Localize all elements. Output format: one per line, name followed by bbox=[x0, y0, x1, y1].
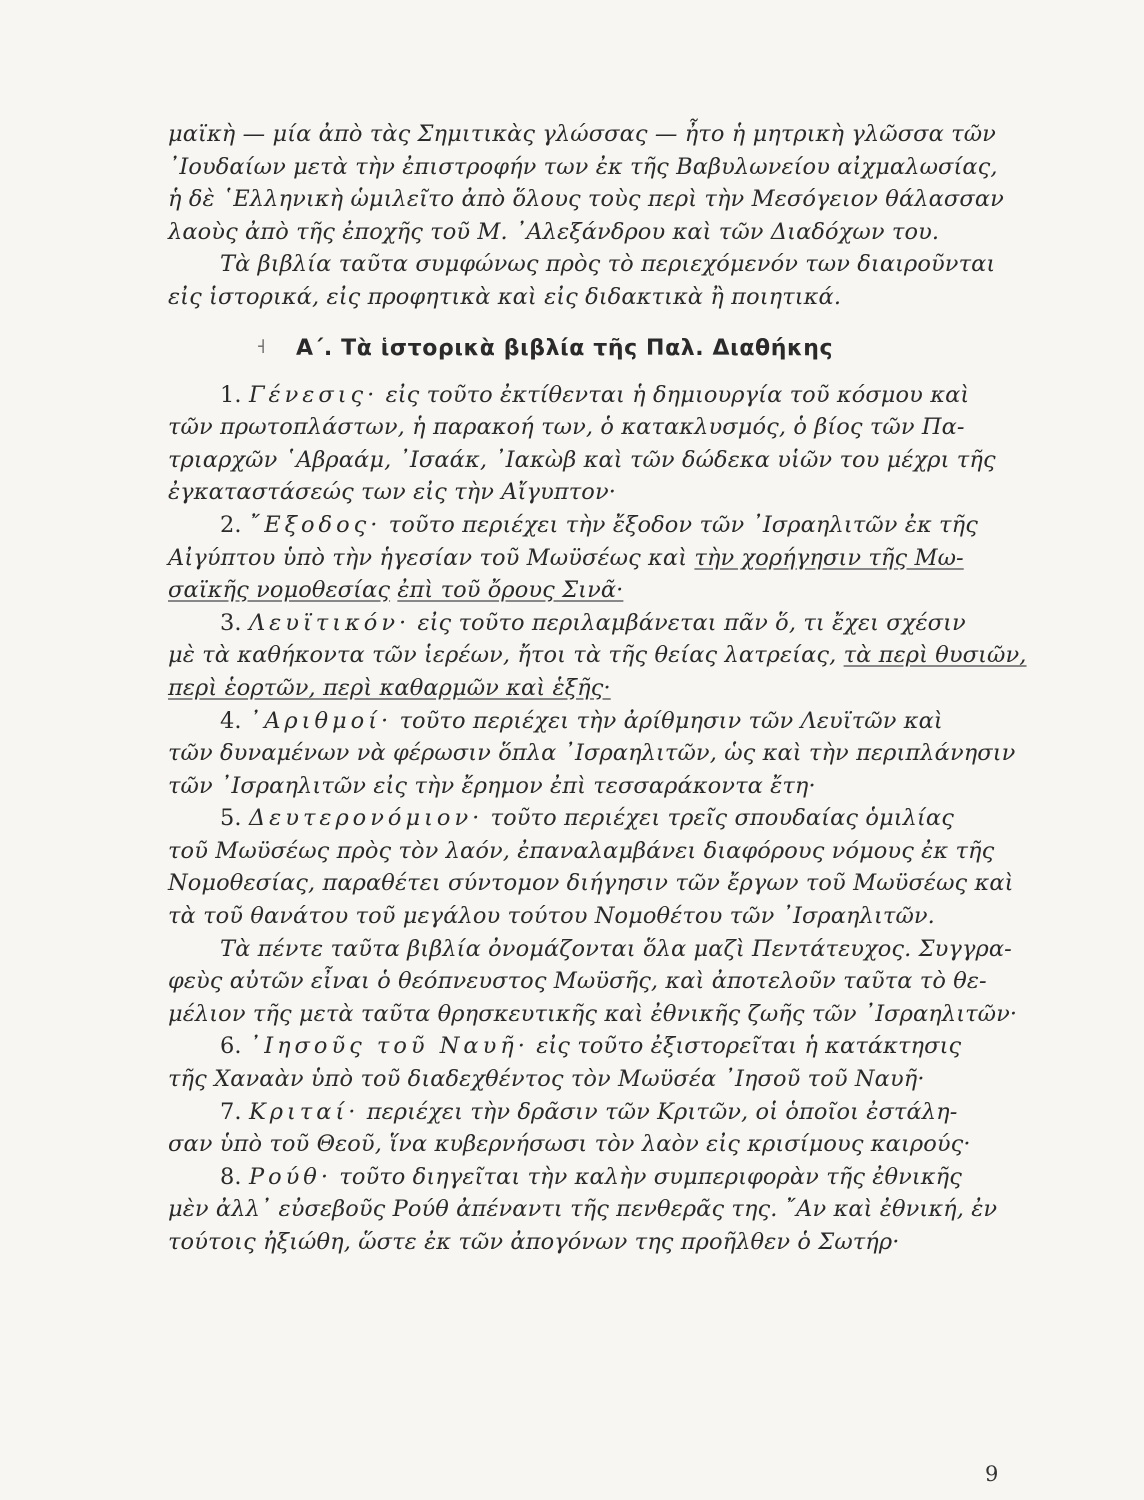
book-title: ῎Εξοδος· bbox=[248, 511, 382, 538]
text-line: τῶν πρωτοπλάστων, ἡ παρακοή των, ὁ κατακλυσμός, ὁ βίος τῶν Πα- bbox=[168, 414, 965, 441]
text-line bbox=[168, 639, 1027, 672]
text-line: εἰς ἱστορικά, εἰς προφητικὰ καὶ εἰς διδακτικὰ ἢ ποιητικά. bbox=[168, 283, 842, 310]
book-number: 7. bbox=[220, 1098, 242, 1125]
book-title: ᾽Αριθμοί· bbox=[248, 707, 393, 734]
text-line: Τὰ πέντε ταῦτα βιβλία ὀνομάζονται ὅλα μαζὶ Πεντάτευχος. Συγγρα- bbox=[220, 935, 1012, 962]
text-line bbox=[168, 542, 1018, 575]
book-deuteronomy bbox=[168, 802, 1018, 835]
book-judges bbox=[168, 1096, 1018, 1129]
book-joshua bbox=[168, 1030, 1018, 1063]
book-number: 5. bbox=[220, 805, 242, 832]
book-text: περιέχει τὴν δρᾶσιν τῶν Κριτῶν, οἱ ὁποῖοι ἐστάλη- bbox=[366, 1098, 958, 1125]
text-line: τριαρχῶν ῾Αβραάμ, ᾽Ισαάκ, ᾽Ιακὼβ καὶ τῶν δώδεκα υἱῶν του μέχρι τῆς bbox=[168, 446, 996, 473]
text-segment: μὲ τὰ καθήκοντα τῶν ἱερέων, ἤτοι τὰ τῆς θείας λατρείας, bbox=[168, 642, 844, 669]
book-title: Κριταί· bbox=[248, 1098, 360, 1125]
text-line: ἡ δὲ ῾Ελληνικὴ ὡμιλεῖτο ἀπὸ ὅλους τοὺς περὶ τὴν Μεσόγειον θάλασσαν bbox=[168, 186, 1004, 213]
text-line: ἐγκαταστάσεώς των εἰς τὴν Αἴγυπτον· bbox=[168, 479, 616, 506]
book-genesis bbox=[168, 379, 1018, 412]
text-line: φεὺς αὐτῶν εἶναι ὁ θεόπνευστος Μωϋσῆς, καὶ ἀποτελοῦν ταῦτα τὸ θε- bbox=[168, 968, 987, 995]
underlined-text: ἐπὶ τοῦ ὄρους Σινᾶ· bbox=[397, 577, 624, 604]
book-text: εἰς τοῦτο ἐκτίθενται ἡ δημιουργία τοῦ κόσμου καὶ bbox=[385, 381, 970, 408]
text-line: μέλιον τῆς μετὰ ταῦτα θρησκευτικῆς καὶ ἐθνικῆς ζωῆς τῶν ᾽Ισραηλιτῶν· bbox=[168, 1000, 1018, 1027]
text-line: τῆς Χαναὰν ὑπὸ τοῦ διαδεχθέντος τὸν Μωϋσέα ᾽Ιησοῦ τοῦ Ναυῆ· bbox=[168, 1066, 925, 1093]
book-number: 6. bbox=[220, 1033, 242, 1060]
section-heading bbox=[168, 333, 1018, 361]
text-line: λαοὺς ἀπὸ τῆς ἐποχῆς τοῦ Μ. ᾽Αλεξάνδρου καὶ τῶν Διαδόχων του. bbox=[168, 218, 940, 245]
text-line: μαϊκὴ — μία ἀπὸ τὰς Σημιτικὰς γλώσσας — ἦτο ἡ μητρικὴ γλῶσσα τῶν bbox=[168, 121, 996, 147]
book-text: τοῦτο περιέχει τὴν ἀρίθμησιν τῶν Λευϊτῶν καὶ bbox=[399, 707, 943, 734]
page-number: 9 bbox=[985, 1462, 999, 1486]
text-line bbox=[168, 672, 1018, 705]
book-leviticus bbox=[168, 607, 1018, 640]
book-exodus bbox=[168, 509, 1018, 542]
book-text: τοῦτο διηγεῖται τὴν καλὴν συμπεριφορὰν τῆς ἐθνικῆς bbox=[339, 1163, 962, 1190]
underlined-text: τὰ περὶ θυσιῶν, bbox=[843, 642, 1027, 669]
book-title: Γένεσις· bbox=[248, 381, 379, 408]
book-title: Δευτερονόμιον· bbox=[248, 805, 484, 832]
text-line: τοῦ Μωϋσέως πρὸς τὸν λαόν, ἐπαναλαμβάνει διαφόρους νόμους ἐκ τῆς bbox=[168, 837, 995, 864]
book-number: 1. bbox=[220, 381, 242, 408]
text-segment: Αἰγύπτου ὑπὸ τὴν ἡγεσίαν τοῦ Μωϋσέως καὶ bbox=[168, 544, 695, 571]
book-title: Λευϊτικόν· bbox=[248, 609, 411, 636]
text-line: τῶν δυναμένων νὰ φέρωσιν ὅπλα ᾽Ισραηλιτῶν, ὡς καὶ τὴν περιπλάνησιν bbox=[168, 740, 1016, 767]
pencil-mark-icon: ˧ bbox=[256, 333, 267, 358]
book-numbers bbox=[168, 705, 1018, 738]
text-line: μὲν ἀλλ᾽ εὐσεβοῦς Ρούθ ἀπέναντι τῆς πενθερᾶς της. ῎Αν καὶ ἐθνική, ἐν bbox=[168, 1196, 998, 1223]
book-title: ᾽Ιησοῦς τοῦ Ναυῆ· bbox=[248, 1033, 529, 1060]
underlined-text: σαϊκῆς νομοθεσίας bbox=[168, 577, 391, 604]
text-line bbox=[168, 574, 1018, 607]
book-ruth bbox=[168, 1161, 1018, 1194]
book-text: εἰς τοῦτο περιλαμβάνεται πᾶν ὅ, τι ἔχει σχέσιν bbox=[417, 609, 966, 636]
text-line: τῶν ᾽Ισραηλιτῶν εἰς τὴν ἔρημον ἐπὶ τεσσαράκοντα ἔτη· bbox=[168, 772, 816, 799]
text-line: τούτοις ἠξιώθη, ὥστε ἐκ τῶν ἀπογόνων της προῆλθεν ὁ Σωτήρ· bbox=[168, 1229, 900, 1255]
section-heading-text: Α΄. Τὰ ἱστορικὰ βιβλία τῆς Παλ. Διαθήκης bbox=[296, 335, 834, 361]
text-line: ᾽Ιουδαίων μετὰ τὴν ἐπιστροφήν των ἐκ τῆς Βαβυλωνείου αἰχμαλωσίας, bbox=[168, 153, 998, 180]
underlined-text: τὴν χορήγησιν τῆς Μω- bbox=[694, 544, 964, 571]
book-text: εἰς τοῦτο ἐξιστορεῖται ἡ κατάκτησις bbox=[536, 1033, 962, 1060]
book-text: τοῦτο περιέχει τὴν ἔξοδον τῶν ᾽Ισραηλιτῶν ἐκ τῆς bbox=[388, 511, 978, 538]
underlined-text: περὶ ἑορτῶν, περὶ καθαρμῶν καὶ ἑξῆς· bbox=[168, 674, 611, 701]
book-title: Ρούθ· bbox=[248, 1163, 332, 1190]
page-body bbox=[168, 118, 1027, 1259]
text-line: Νομοθεσίας, παραθέτει σύντομον διήγησιν τῶν ἔργων τοῦ Μωϋσέως καὶ bbox=[168, 870, 1014, 897]
book-number: 3. bbox=[220, 609, 242, 636]
book-number: 2. bbox=[220, 511, 242, 538]
text-line: τὰ τοῦ θανάτου τοῦ μεγάλου τούτου Νομοθέτου τῶν ᾽Ισραηλιτῶν. bbox=[168, 903, 935, 930]
book-number: 4. bbox=[220, 707, 242, 734]
text-line: Τὰ βιβλία ταῦτα συμφώνως πρὸς τὸ περιεχόμενόν των διαιροῦνται bbox=[220, 251, 996, 278]
text-line: σαν ὑπὸ τοῦ Θεοῦ, ἵνα κυβερνήσωσι τὸν λαὸν εἰς κρισίμους καιρούς· bbox=[168, 1131, 971, 1158]
book-text: τοῦτο περιέχει τρεῖς σπουδαίας ὁμιλίας bbox=[490, 805, 954, 832]
book-number: 8. bbox=[220, 1163, 242, 1190]
